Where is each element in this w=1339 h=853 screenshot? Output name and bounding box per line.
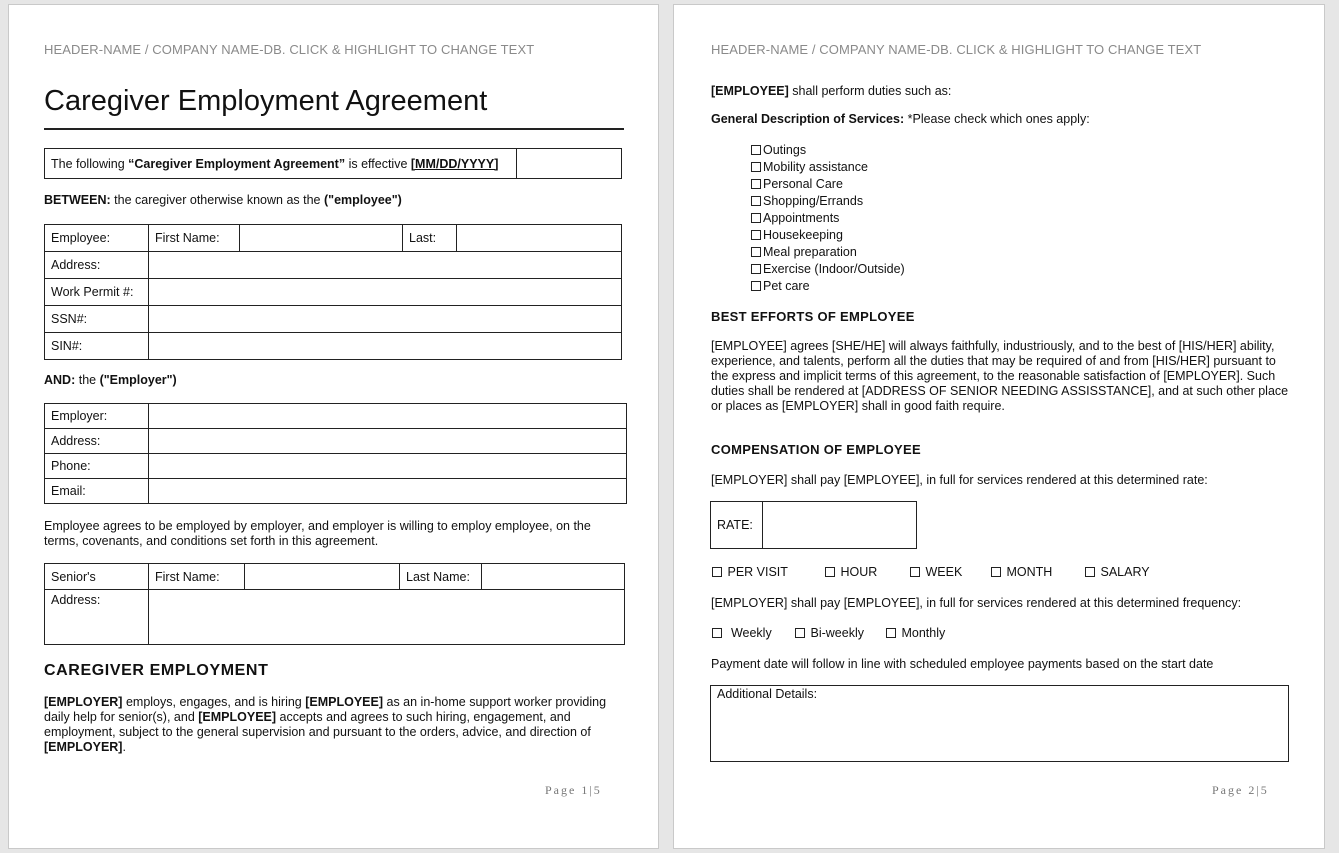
frequency-text: [EMPLOYER] shall pay [EMPLOYEE], in full for services rendered at this determined frequency: — [711, 596, 1242, 610]
checkbox-icon[interactable] — [751, 145, 761, 155]
phone-field[interactable] — [149, 454, 627, 479]
phone-label: Phone: — [45, 454, 149, 479]
document-page-1 — [8, 4, 659, 849]
effective-prefix: The following — [51, 156, 129, 171]
checkbox-icon[interactable] — [712, 628, 722, 638]
para-text: employs, engages, and is hiring — [122, 695, 306, 709]
agreement-paragraph[interactable]: Employee agrees to be employed by employer, and employer is willing to employ employee, on the terms, covenants, and conditions set forth in this agreement. — [44, 519, 591, 548]
checkbox-icon[interactable] — [751, 281, 761, 291]
service-item[interactable] — [751, 159, 905, 176]
checkbox-icon[interactable] — [795, 628, 805, 638]
checkbox-icon[interactable] — [751, 213, 761, 223]
first-name-field[interactable] — [240, 225, 403, 252]
frequency-option-label: Bi-weekly — [810, 626, 864, 640]
checkbox-icon[interactable] — [751, 179, 761, 189]
rate-option-month[interactable] — [991, 565, 1052, 579]
effective-middle: is effective — [345, 156, 411, 171]
email-field[interactable] — [149, 479, 627, 504]
effective-date-field[interactable]: [MM/DD/YYYY] — [410, 156, 499, 171]
frequency-option-weekly[interactable] — [712, 626, 772, 640]
duties-text: shall perform duties such as: — [788, 84, 952, 98]
rate-option-label: SALARY — [1100, 565, 1150, 579]
rate-text: [EMPLOYER] shall pay [EMPLOYEE], in full for services rendered at this determined rate: — [711, 473, 1208, 487]
senior-label: Senior's — [45, 564, 149, 590]
work-permit-label: Work Permit #: — [45, 279, 149, 306]
page-header[interactable]: HEADER-NAME / COMPANY NAME-DB. CLICK & HIGHLIGHT TO CHANGE TEXT — [44, 42, 535, 57]
employer-field[interactable] — [149, 404, 627, 429]
rate-option-hour[interactable] — [825, 565, 877, 579]
rate-field[interactable] — [763, 502, 917, 549]
employee-address-field[interactable] — [149, 252, 622, 279]
checkbox-icon[interactable] — [991, 567, 1001, 577]
first-name-label: First Name: — [149, 225, 240, 252]
service-item[interactable] — [751, 261, 905, 278]
checkbox-icon[interactable] — [712, 567, 722, 577]
employee-placeholder: [EMPLOYEE] — [305, 695, 384, 709]
email-label: Email: — [45, 479, 149, 504]
service-label: Outings — [763, 143, 807, 157]
para-text: . — [122, 740, 126, 754]
employment-paragraph[interactable] — [44, 695, 626, 755]
and-line — [44, 373, 177, 388]
checkbox-icon[interactable] — [751, 230, 761, 240]
service-label: Pet care — [763, 279, 810, 293]
employee-role: ("employee") — [323, 193, 402, 207]
page-header[interactable]: HEADER-NAME / COMPANY NAME-DB. CLICK & HIGHLIGHT TO CHANGE TEXT — [711, 42, 1202, 57]
sin-field[interactable] — [149, 333, 622, 360]
checkbox-icon[interactable] — [825, 567, 835, 577]
services-label: General Description of Services: — [711, 112, 905, 126]
document-page-2 — [673, 4, 1325, 849]
between-text: the caregiver otherwise known as the — [110, 193, 324, 207]
service-item[interactable] — [751, 227, 905, 244]
checkbox-icon[interactable] — [886, 628, 896, 638]
service-label: Mobility assistance — [763, 160, 868, 174]
senior-first-name-field[interactable] — [245, 564, 400, 590]
best-efforts-heading: BEST EFFORTS OF EMPLOYEE — [711, 309, 915, 324]
para-text: as an in-home support worker providing daily help for senior(s), and — [44, 695, 607, 724]
service-item[interactable] — [751, 210, 905, 227]
rate-option-label: PER VISIT — [727, 565, 788, 579]
additional-details-label: Additional Details: — [717, 687, 818, 701]
checkbox-icon[interactable] — [751, 247, 761, 257]
document-title[interactable]: Caregiver Employment Agreement — [44, 85, 488, 117]
page-number: Page 1|5 — [545, 783, 602, 797]
payment-date-text: Payment date will follow in line with scheduled employee payments based on the start date — [711, 657, 1214, 671]
best-efforts-paragraph[interactable]: [EMPLOYEE] agrees [SHE/HE] will always faithfully, industriously, and to the best of [HIS/HER] ability, experience, and talents, perform all the duties that may be required of and from [HIS/HER] pursuant to the express and implicit terms of this agreement, to the reasonable satisfaction of [EMPLOYER]. Such duties shall be rendered at [ADDRESS OF SENIOR NEEDING ASSISSTANCE], and at such other place or places as [EMPLOYER] shall in good faith require. — [711, 339, 1289, 413]
checkbox-icon[interactable] — [910, 567, 920, 577]
employer-placeholder: [EMPLOYER] — [44, 695, 123, 709]
duties-line — [711, 84, 951, 99]
service-item[interactable] — [751, 278, 905, 295]
sin-label: SIN#: — [45, 333, 149, 360]
last-name-label: Last: — [403, 225, 457, 252]
rate-option-label: MONTH — [1006, 565, 1053, 579]
service-item[interactable] — [751, 244, 905, 261]
rate-option-salary[interactable] — [1085, 565, 1150, 579]
employee-label: Employee: — [45, 225, 149, 252]
checkbox-icon[interactable] — [751, 264, 761, 274]
agreement-name: “Caregiver Employment Agreement” — [128, 156, 346, 171]
checkbox-icon[interactable] — [751, 162, 761, 172]
effective-date-blank[interactable] — [517, 149, 622, 179]
employer-role: ("Employer") — [99, 373, 177, 387]
rate-option-week[interactable] — [910, 565, 962, 579]
ssn-label: SSN#: — [45, 306, 149, 333]
frequency-option-label: Monthly — [901, 626, 946, 640]
checkbox-icon[interactable] — [751, 196, 761, 206]
senior-last-name-field[interactable] — [482, 564, 625, 590]
employee-placeholder: [EMPLOYEE] — [198, 710, 277, 724]
employee-placeholder: [EMPLOYEE] — [711, 84, 789, 98]
service-item[interactable] — [751, 176, 905, 193]
effective-date-table — [44, 148, 622, 179]
employer-address-label: Address: — [45, 429, 149, 454]
senior-address-field[interactable] — [149, 590, 625, 645]
service-label: Shopping/Errands — [763, 194, 864, 208]
caregiver-employment-heading: CAREGIVER EMPLOYMENT — [44, 662, 269, 679]
rate-table — [710, 501, 917, 549]
service-item[interactable] — [751, 193, 905, 210]
employer-address-field[interactable] — [149, 429, 627, 454]
last-name-field[interactable] — [457, 225, 622, 252]
services-line — [711, 112, 1090, 127]
and-label: AND: — [44, 373, 76, 387]
services-instruction: *Please check which ones apply: — [904, 112, 1090, 126]
employee-address-label: Address: — [45, 252, 149, 279]
page-number: Page 2|5 — [1212, 783, 1269, 797]
rate-option-per-visit[interactable] — [712, 565, 788, 579]
work-permit-field[interactable] — [149, 279, 622, 306]
effective-date-cell — [45, 149, 517, 179]
frequency-option-monthly[interactable] — [886, 626, 945, 640]
employer-placeholder: [EMPLOYER] — [44, 740, 123, 754]
service-label: Personal Care — [763, 177, 843, 191]
senior-last-name-label: Last Name: — [400, 564, 482, 590]
service-item[interactable] — [751, 142, 905, 159]
rate-label: RATE: — [711, 502, 763, 549]
employer-info-table — [44, 403, 627, 504]
employee-info-table — [44, 224, 622, 360]
checkbox-icon[interactable] — [1085, 567, 1095, 577]
frequency-option-biweekly[interactable] — [795, 626, 864, 640]
employer-label: Employer: — [45, 404, 149, 429]
rate-option-label: WEEK — [925, 565, 963, 579]
ssn-field[interactable] — [149, 306, 622, 333]
service-label: Appointments — [763, 211, 840, 225]
between-line — [44, 193, 402, 208]
senior-address-label: Address: — [45, 590, 149, 645]
between-label: BETWEEN: — [44, 193, 111, 207]
service-label: Exercise (Indoor/Outside) — [763, 262, 905, 276]
services-checklist — [751, 142, 905, 295]
senior-info-table — [44, 563, 625, 645]
service-label: Meal preparation — [763, 245, 857, 259]
frequency-option-label: Weekly — [730, 626, 772, 640]
service-label: Housekeeping — [763, 228, 843, 242]
and-text: the — [75, 373, 100, 387]
senior-first-name-label: First Name: — [149, 564, 245, 590]
additional-details-box[interactable] — [710, 685, 1289, 762]
para-text: accepts and agrees to such hiring, engagement, and employment, subject to the general supervision and pursuant to the orders, advice, and direction of — [44, 710, 591, 739]
compensation-heading: COMPENSATION OF EMPLOYEE — [711, 442, 921, 457]
rate-option-label: HOUR — [840, 565, 878, 579]
title-rule — [44, 128, 624, 130]
